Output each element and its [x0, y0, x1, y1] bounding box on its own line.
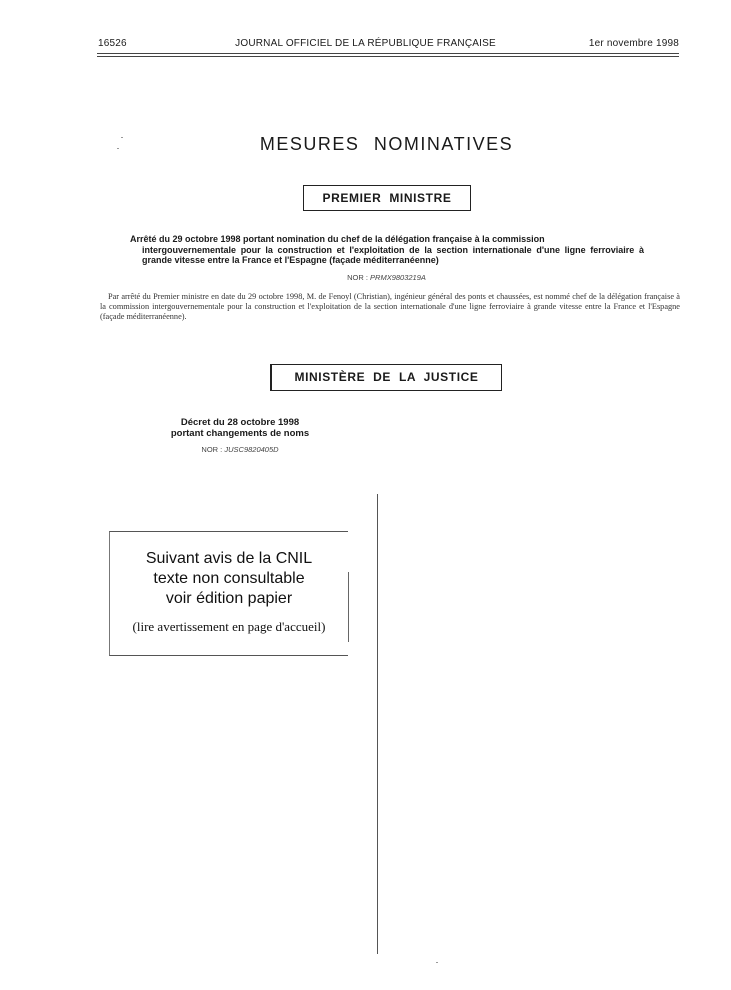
- page-title: MESURES NOMINATIVES: [259, 134, 514, 154]
- nor-code: PRMX9803219A: [370, 273, 426, 282]
- header-rule-bottom: [97, 56, 679, 57]
- arrete-title-line1: Arrêté du 29 octobre 1998 portant nomination du chef de la délégation française à la commission: [130, 234, 545, 244]
- scan-speck: [121, 137, 123, 138]
- nor-code: JUSC9820405D: [224, 445, 279, 454]
- issue-date: 1er novembre 1998: [588, 38, 679, 49]
- arrete-paragraph: Par arrêté du Premier ministre en date du 29 octobre 1998, M. de Fenoyl (Christian), ingénieur général des ponts et chaussées, est nommé chef de la délégation française à la commission intergouvernementale pour la construction et l'exploitation de la section internationale d'une ligne ferroviaire à grande vitesse entre la France et l'Espagne (façade méditerranéenne).: [100, 292, 680, 321]
- column-divider: [377, 494, 378, 954]
- decret-title: [150, 417, 330, 439]
- notice-line1: Suivant avis de la CNIL: [145, 550, 313, 567]
- nor-reference-2: [150, 445, 330, 454]
- section-heading-ministere-justice: MINISTÈRE DE LA JUSTICE: [270, 364, 502, 391]
- section-heading-premier-ministre: PREMIER MINISTRE: [303, 185, 471, 211]
- notice-right-edge: [348, 572, 349, 642]
- decret-title-line2: portant changements de noms: [170, 428, 310, 439]
- arrete-title: [130, 234, 644, 266]
- header-rule-top: [97, 53, 679, 54]
- notice-line3: voir édition papier: [165, 590, 293, 607]
- nor-label: NOR :: [347, 273, 368, 282]
- notice-line4: (lire avertissement en page d'accueil): [132, 619, 326, 634]
- scan-speck: [436, 962, 438, 963]
- arrete-title-line2: intergouvernementale pour la construction et l'exploitation de la section internationale d'une ligne ferroviaire à grande vitesse entre la France et l'Espagne (façade méditerranéenne): [142, 244, 644, 265]
- scan-speck: [117, 148, 119, 149]
- notice-line2: texte non consultable: [153, 570, 305, 587]
- cnil-notice-box: [109, 531, 348, 656]
- journal-title: JOURNAL OFFICIEL DE LA RÉPUBLIQUE FRANÇAISE: [235, 38, 496, 49]
- nor-label: NOR :: [201, 445, 223, 454]
- decret-title-line1: Décret du 28 octobre 1998: [180, 417, 300, 428]
- nor-reference-1: [0, 273, 731, 282]
- page-number: 16526: [98, 38, 127, 49]
